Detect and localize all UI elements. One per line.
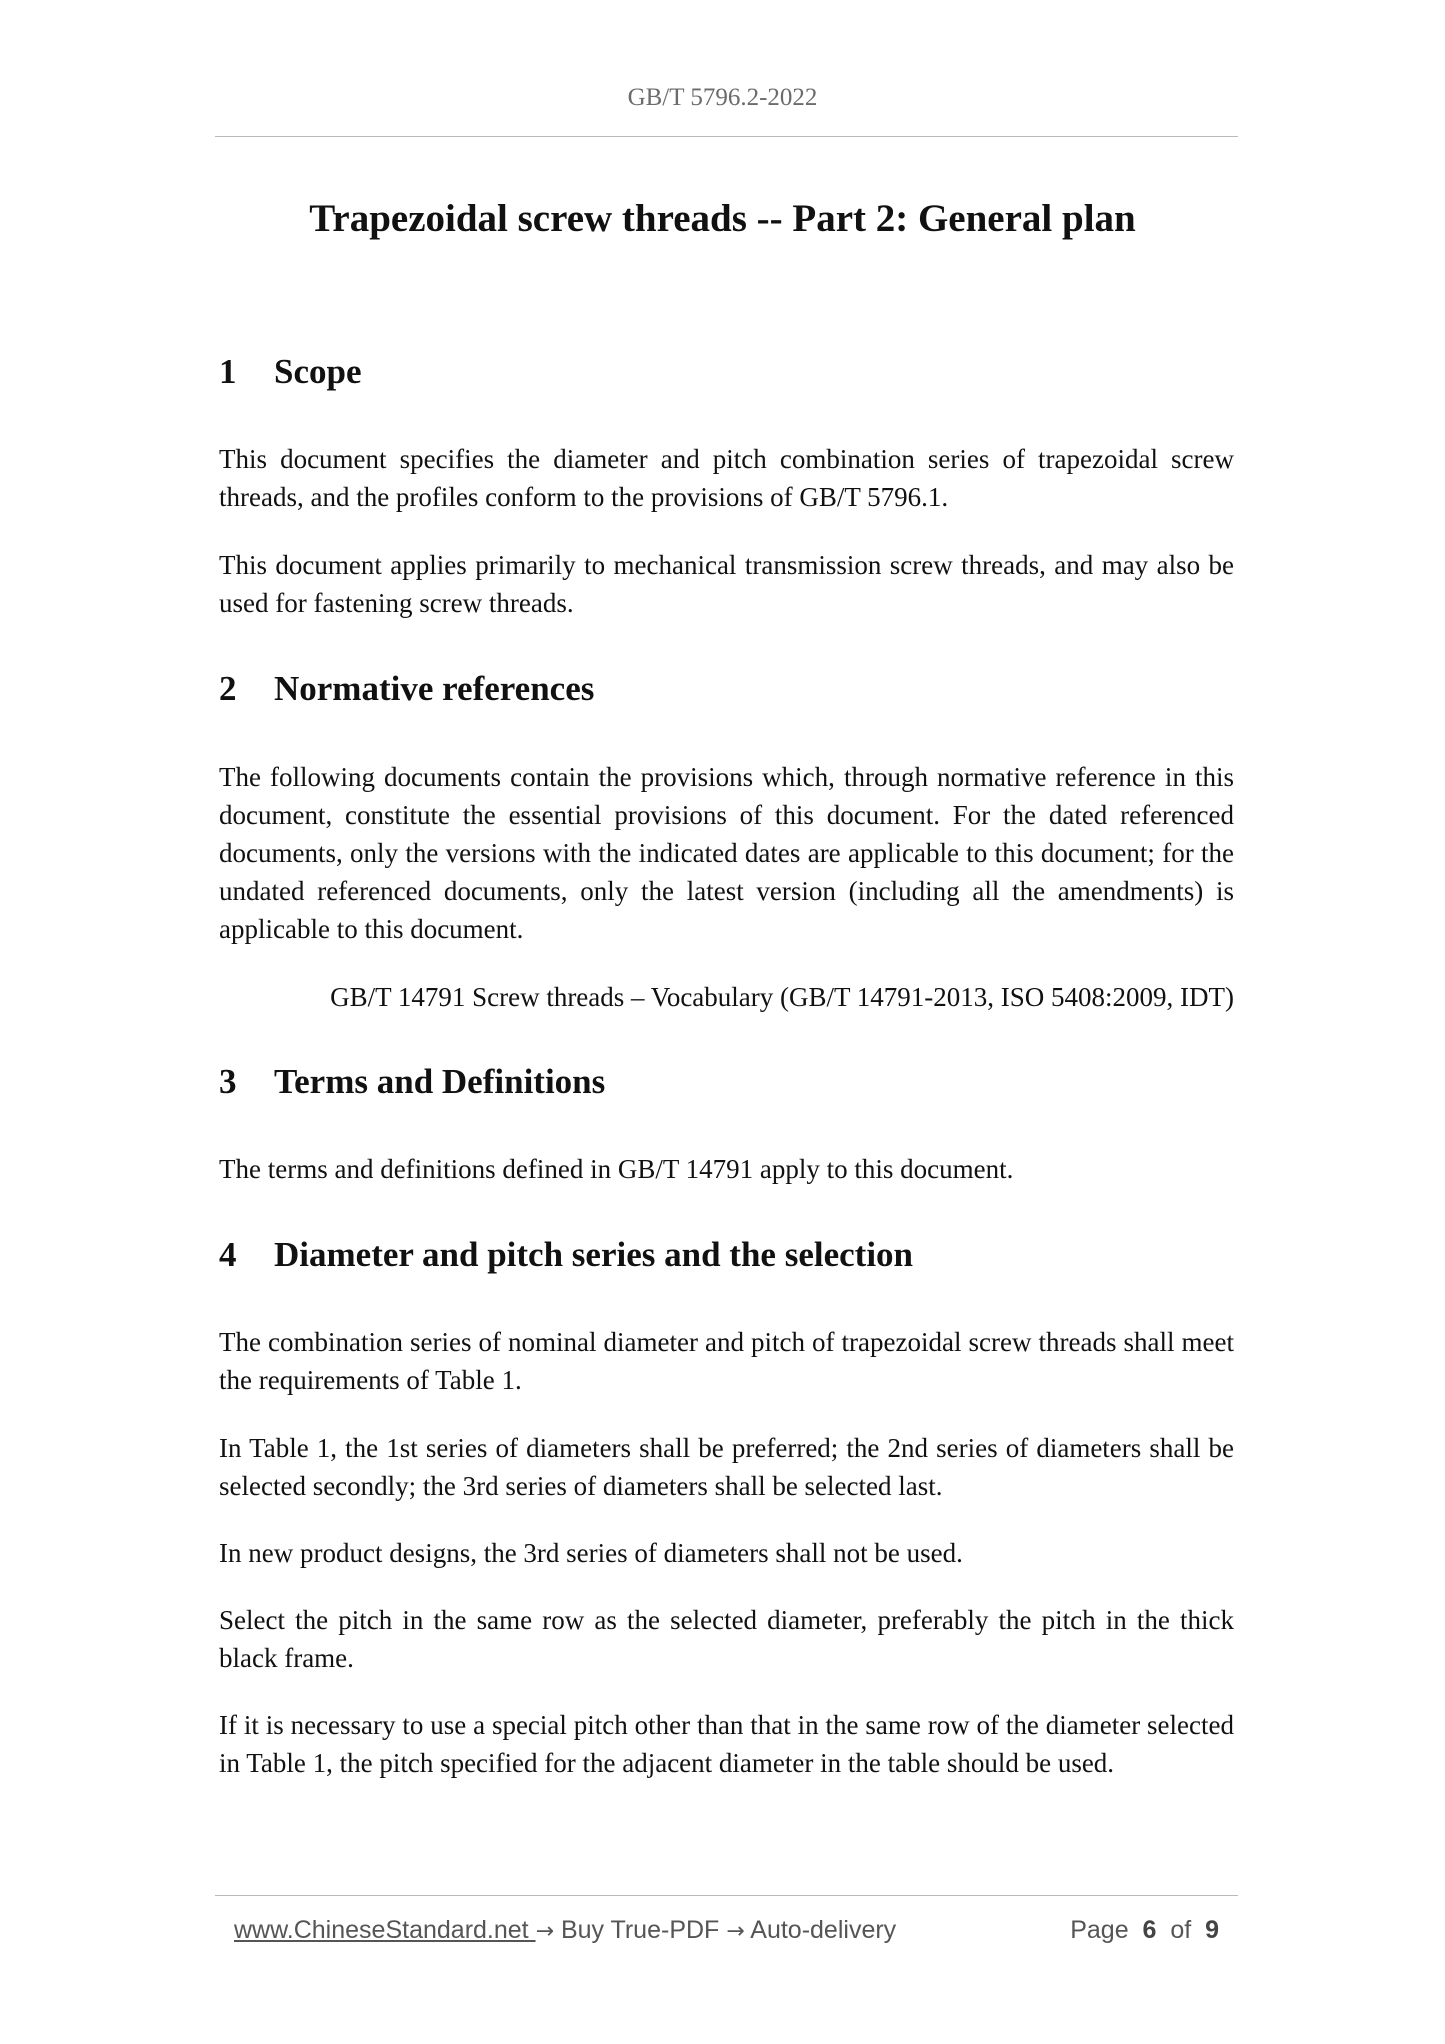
auto-delivery-text: Auto-delivery xyxy=(744,1916,897,1944)
normative-reference-item: GB/T 14791 Screw threads – Vocabulary (GB/T 14791-2013, ISO 5408:2009, IDT) xyxy=(330,982,1234,1012)
page-footer xyxy=(234,1916,1219,1945)
section-title: Scope xyxy=(274,352,362,391)
section-number: 3 xyxy=(219,1062,237,1101)
paragraph: The terms and definitions defined in GB/T 14791 apply to this document. xyxy=(219,1154,1014,1184)
section-title: Terms and Definitions xyxy=(274,1062,606,1101)
section-3-heading xyxy=(219,1062,605,1102)
page-label: Page xyxy=(1070,1916,1129,1944)
section-2-heading xyxy=(219,669,594,709)
paragraph: The combination series of nominal diameter and pitch of trapezoidal screw threads shall meet the requirements of Table 1. xyxy=(219,1327,1234,1395)
section-number: 2 xyxy=(219,669,237,708)
footer-divider xyxy=(215,1895,1238,1896)
page-of: of xyxy=(1170,1916,1192,1944)
section-1-heading xyxy=(219,352,362,392)
section-4-heading xyxy=(219,1235,913,1275)
paragraph: The following documents contain the provisions which, through normative reference in this document, constitute the essential provisions of this document. For the dated referenced documents, only the versions with the indicated dates are applicable to this document; for the undated referenced documents, only the latest version (including all the amendments) is applicable to this document. xyxy=(219,762,1234,944)
page-indicator xyxy=(1070,1916,1219,1945)
paragraph: This document applies primarily to mechanical transmission screw threads, and may also be used for fastening screw threads. xyxy=(219,550,1234,618)
buy-pdf-text: Buy True-PDF xyxy=(554,1916,727,1944)
paragraph: In new product designs, the 3rd series of diameters shall not be used. xyxy=(219,1538,963,1568)
paragraph: This document specifies the diameter and pitch combination series of trapezoidal screw threads, and the profiles conform to the provisions of GB/T 5796.1. xyxy=(219,444,1234,512)
section-number: 4 xyxy=(219,1235,237,1274)
arrow-right-icon: → xyxy=(535,1919,554,1944)
section-title: Normative references xyxy=(274,669,595,708)
arrow-right-icon: → xyxy=(726,1919,745,1944)
section-number: 1 xyxy=(219,352,237,391)
page-current: 6 xyxy=(1142,1916,1157,1944)
page-total: 9 xyxy=(1205,1916,1219,1944)
running-header: GB/T 5796.2-2022 xyxy=(627,84,818,111)
section-title: Diameter and pitch series and the selection xyxy=(274,1235,914,1274)
document-title: Trapezoidal screw threads -- Part 2: General plan xyxy=(309,197,1136,240)
header-divider xyxy=(215,136,1238,137)
paragraph: In Table 1, the 1st series of diameters shall be preferred; the 2nd series of diameters shall be selected secondly; the 3rd series of diameters shall be selected last. xyxy=(219,1433,1234,1501)
website-link[interactable]: www.ChineseStandard.net xyxy=(234,1916,536,1944)
paragraph: If it is necessary to use a special pitch other than that in the same row of the diameter selected in Table 1, the pitch specified for the adjacent diameter in the table should be used. xyxy=(219,1710,1234,1778)
paragraph: Select the pitch in the same row as the selected diameter, preferably the pitch in the thick black frame. xyxy=(219,1605,1234,1673)
